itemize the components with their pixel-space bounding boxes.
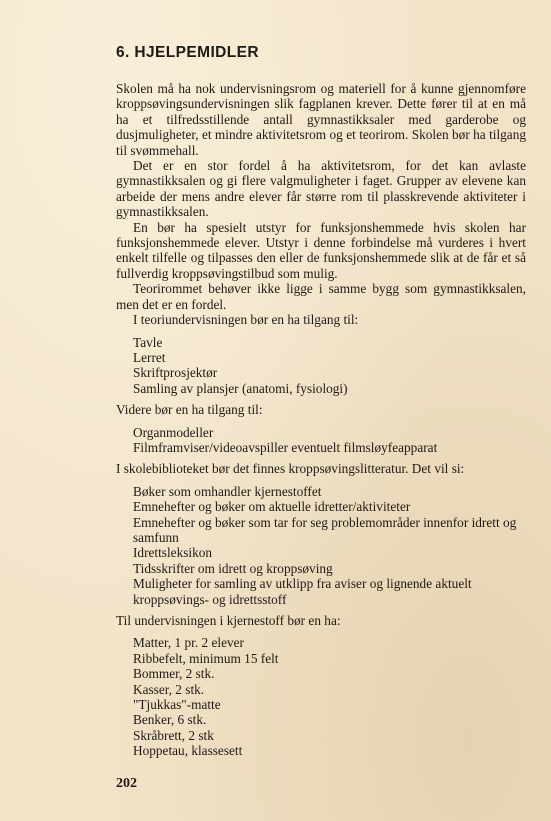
chapter-heading: 6. HJELPEMIDLER	[116, 44, 259, 61]
list-intro-bibliotek: I skolebiblioteket bør det finnes kroppsøvingslitteratur. Det vil si:	[116, 461, 465, 477]
list-teori	[133, 335, 526, 397]
list-item: Muligheter for samling av utklipp fra aviser og lignende aktuelt kroppsøvings- og idrettsstoff	[133, 576, 472, 607]
list-item: Bøker som omhandler kjernestoffet	[133, 483, 322, 499]
list-item: Matter, 1 pr. 2 elever	[133, 635, 244, 651]
list-item: Kasser, 2 stk.	[133, 681, 205, 697]
paragraph: Skolen må ha nok undervisningsrom og materiell for å kunne gjennomføre kroppsøvingsundervisningen slik fagplanen krever. Dette fører til at en må ha et tilfredsstillende antall gymnastikksaler med garderobe og dusjmuligheter, et mindre aktivitetsrom og et teorirom. Skolen bør ha tilgang til svømmehall.	[116, 81, 526, 158]
list-item: Organmodeller	[133, 424, 214, 440]
list-item: Benker, 6 stk.	[133, 712, 207, 728]
list-item: Filmframviser/videoavspiller eventuelt filmsløyfeapparat	[133, 439, 438, 455]
list-intro-kjerne: Til undervisningen i kjernestoff bør en ha:	[116, 613, 341, 628]
list-item: Tidsskrifter om idrett og kroppsøving	[133, 560, 333, 576]
list-item: Lerret	[133, 349, 166, 365]
list-item: Emnehefter og bøker om aktuelle idretter/aktiviteter	[133, 499, 411, 515]
list-item: Idrettsleksikon	[133, 545, 213, 561]
list-item: Bommer, 2 stk.	[133, 666, 215, 682]
paragraph: Det er en stor fordel å ha aktivitetsrom, for det kan avlaste gymnastikksalen og gi flere valgmuligheter i faget. Grupper av elevene kan arbeide der mens andre elever får større rom til plasskrevende aktiviteter i gymnastikksalen.	[116, 158, 526, 220]
paragraph: En bør ha spesielt utstyr for funksjonshemmede hvis skolen har funksjonshemmede elever. Utstyr i denne forbindelse må vurderes i hvert enkelt tilfelle og tilpasses den eller de funksjonshemmede slik at de får et så fullverdig kroppsøvingstilbud som mulig.	[116, 219, 526, 281]
list-item: Tavle	[133, 334, 163, 350]
page-body	[116, 81, 526, 765]
list-item: Skriftprosjektør	[133, 365, 218, 381]
list-item: Emnehefter og bøker som tar for seg problemområder innenfor idrett og samfunn	[133, 514, 517, 545]
paragraph: Teorirommet behøver ikke ligge i samme bygg som gymnastikksalen, men det er en fordel.	[116, 281, 526, 312]
list-kjerne	[133, 635, 526, 758]
list-item: Samling av plansjer (anatomi, fysiologi)	[133, 380, 348, 396]
list-item: Hoppetau, klassesett	[133, 743, 243, 759]
list-item: Ribbefelt, minimum 15 felt	[133, 650, 279, 666]
list-item: "Tjukkas"-matte	[133, 697, 221, 713]
list-videre	[133, 425, 526, 456]
page-number: 202	[116, 776, 137, 791]
list-intro-videre: Videre bør en ha tilgang til:	[116, 402, 263, 418]
list-item: Skråbrett, 2 stk	[133, 727, 214, 743]
list-bibliotek	[133, 484, 526, 607]
list-intro-teori: I teoriundervisningen bør en ha tilgang til:	[133, 312, 359, 328]
